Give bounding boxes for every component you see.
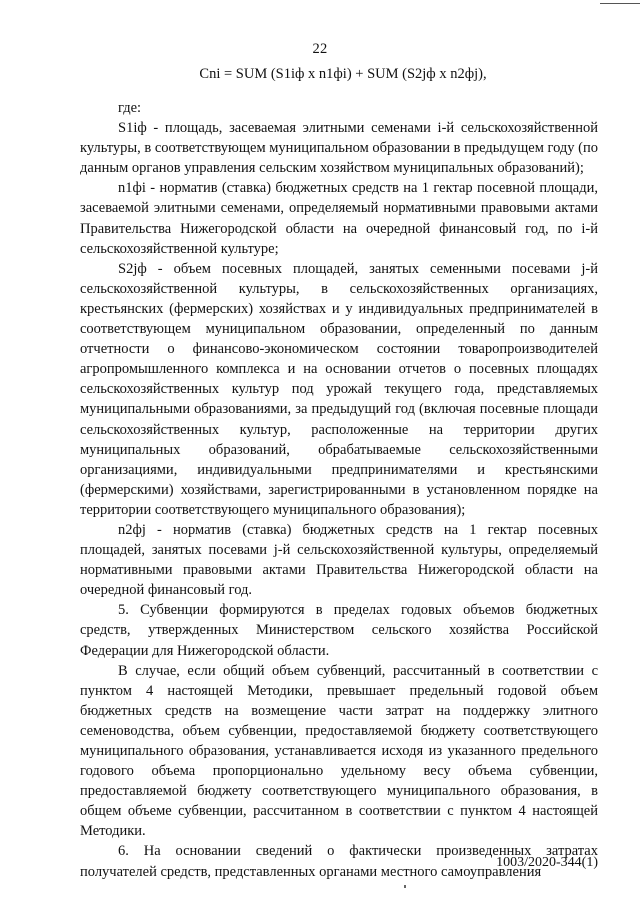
paragraph-item-6: 6. На основании сведений о фактически произведенных затратах получателей средств, представленных органами местного самоуправления [80, 843, 598, 880]
paragraph-n2fj: n2фj - норматив (ставка) бюджетных средств на 1 гектар посевных площадей, занятых посевами j-й сельскохозяйственной культуры, определяемый нормативными правовыми актами Правительства Нижегородской области на очередной финансовый год. [80, 521, 598, 599]
document-code: 1003/2020-344(1) [496, 855, 598, 870]
document-body [80, 98, 598, 882]
scan-artifact [404, 885, 406, 888]
page-number: 22 [312, 41, 328, 57]
formula: Cni = SUM (S1iф x n1фi) + SUM (S2jф x n2фj), [199, 66, 487, 82]
paragraph-s2jf: S2jф - объем посевных площадей, занятых семенными посевами j-й сельскохозяйственной культуры, в сельскохозяйственных организациях, крестьянских (фермерских) хозяйствах и у индивидуальных предпринимателей в соответствующем муниципальном образовании, определенный по данным отчетности о финансово-экономическом состоянии товаропроизводителей агропромышленного комплекса и на основании отчетов о посевных площадях сельскохозяйственных культур под урожай текущего года, представляемых муниципальными образованиями, за предыдущий год (включая посевные площади сельскохозяйственных культур, расположенные на территории других муниципальных образований, обрабатываемые сельскохозяйственными организациями, индивидуальными предпринимателями и крестьянскими (фермерскими) хозяйствами, зарегистрированными в установленном порядке на территории соответствующего муниципального образования); [80, 260, 598, 518]
paragraph-where: где: [118, 100, 142, 116]
paragraph-case: В случае, если общий объем субвенций, рассчитанный в соответствии с пунктом 4 настоящей Методики, превышает предельный годовой объем бюджетных средств на возмещение части затрат на поддержку элитного семеноводства, объем субвенции, предоставляемой бюджету соответствующего муниципального образования, устанавливается исходя из указанного предельного годового объема пропорционально удельному весу объема субвенции, предоставляемой бюджету соответствующего муниципального образования, в общем объеме субвенции, рассчитанном в соответствии с пунктом 4 настоящей Методики. [80, 662, 598, 840]
scan-edge-line [600, 3, 640, 4]
paragraph-n1fi: n1фi - норматив (ставка) бюджетных средств на 1 гектар посевной площади, засеваемой элитными семенами, определяемый нормативными правовыми актами Правительства Нижегородской области на очередной финансовый год, по i-й сельскохозяйственной культуре; [80, 180, 598, 257]
paragraph-s1if: S1iф - площадь, засеваемая элитными семенами i-й сельскохозяйственной культуры, в соответствующем муниципальном образовании в предыдущем году (по данным органов управления сельским хозяйством муниципальных образований); [80, 120, 599, 177]
paragraph-item-5: 5. Субвенции формируются в пределах годовых объемов бюджетных средств, утвержденных Министерством сельского хозяйства Российской Федерации для Нижегородской области. [80, 602, 598, 659]
